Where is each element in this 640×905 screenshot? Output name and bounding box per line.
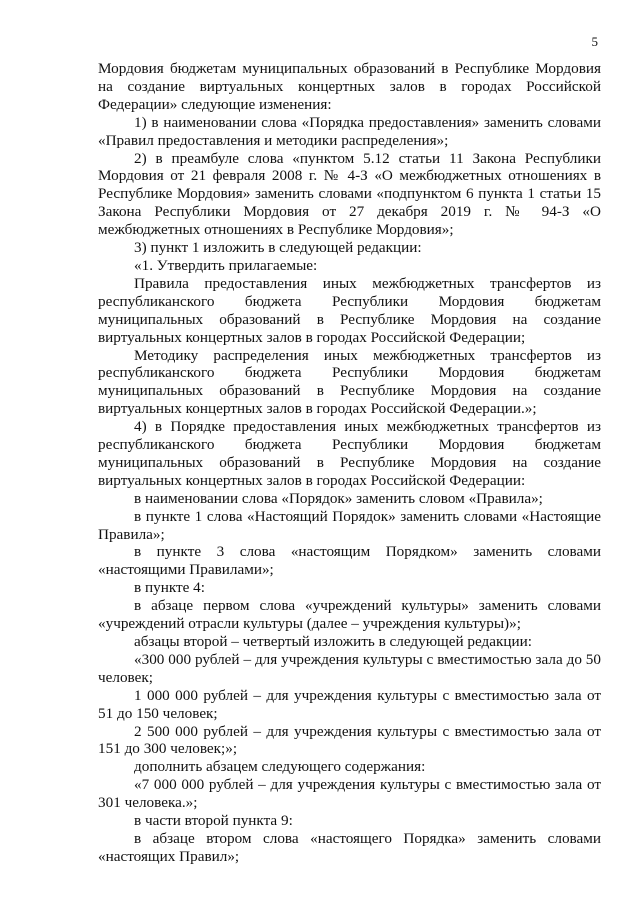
paragraph: «1. Утвердить прилагаемые: (134, 256, 318, 274)
paragraph: в пункте 4: (134, 579, 205, 597)
paragraph: в наименовании слова «Порядок» заменить словом «Правила»; (134, 489, 543, 507)
paragraph: «300 000 рублей – для учреждения культуры с вместимостью зала до 50 человек; (98, 650, 601, 686)
paragraph: 1 000 000 рублей – для учреждения культуры с вместимостью зала от 51 до 150 человек; (98, 686, 601, 722)
paragraph: в части второй пункта 9: (134, 812, 293, 830)
paragraph: 3) пункт 1 изложить в следующей редакции: (134, 239, 422, 257)
page-number: 5 (591, 34, 598, 49)
paragraph: 2 500 000 рублей – для учреждения культуры с вместимостью зала от 151 до 300 человек;»; (98, 722, 601, 758)
paragraph: Мордовия бюджетам муниципальных образований в Республике Мордовия на создание виртуальных концертных залов в городах Российской Федерации» следующие изменения: (98, 60, 601, 113)
paragraph: дополнить абзацем следующего содержания: (134, 758, 426, 776)
paragraph: в абзаце первом слова «учреждений культуры» заменить словами «учреждений отрасли культуры (далее – учреждения культуры)»; (98, 597, 601, 633)
document-body (98, 60, 601, 866)
paragraph: абзацы второй – четвертый изложить в следующей редакции: (134, 633, 533, 650)
paragraph: 1) в наименовании слова «Порядка предоставления» заменить словами «Правил предоставления и методики распределения»; (98, 113, 601, 149)
paragraph: 2) в преамбуле слова «пунктом 5.12 статьи 11 Закона Республики Мордовия от 21 февраля 2008 г. № 4-З «О межбюджетных отношениях в Республике Мордовия» заменить словами «подпунктом 6 пункта 1 статьи 15 Закона Республики Мордовия от 27 декабря 2019 г. № 94-З «О межбюджетных отношениях в Республике Мордовия»; (98, 149, 601, 239)
paragraph: «7 000 000 рублей – для учреждения культуры с вместимостью зала от 301 человека.»; (98, 776, 601, 812)
paragraph: в абзаце втором слова «настоящего Порядка» заменить словами «настоящих Правил»; (98, 829, 601, 865)
paragraph: в пункте 3 слова «настоящим Порядком» заменить словами «настоящими Правилами»; (98, 543, 601, 579)
paragraph: в пункте 1 слова «Настоящий Порядок» заменить словами «Настоящие Правила»; (98, 507, 601, 543)
paragraph: Правила предоставления иных межбюджетных трансфертов из республиканского бюджета Республики Мордовия бюджетам муниципальных образований в Республике Мордовия на создание виртуальных концертных залов в городах Российской Федерации; (98, 274, 601, 346)
paragraph: Методику распределения иных межбюджетных трансфертов из республиканского бюджета Республики Мордовия бюджетам муниципальных образований в Республике Мордовия на создание виртуальных концертных залов в городах Российской Федерации.»; (98, 346, 601, 418)
paragraph: 4) в Порядке предоставления иных межбюджетных трансфертов из республиканского бюджета Республики Мордовия бюджетам муниципальных образований в Республике Мордовия на создание виртуальных концертных залов в городах Российской Федерации: (98, 418, 601, 489)
